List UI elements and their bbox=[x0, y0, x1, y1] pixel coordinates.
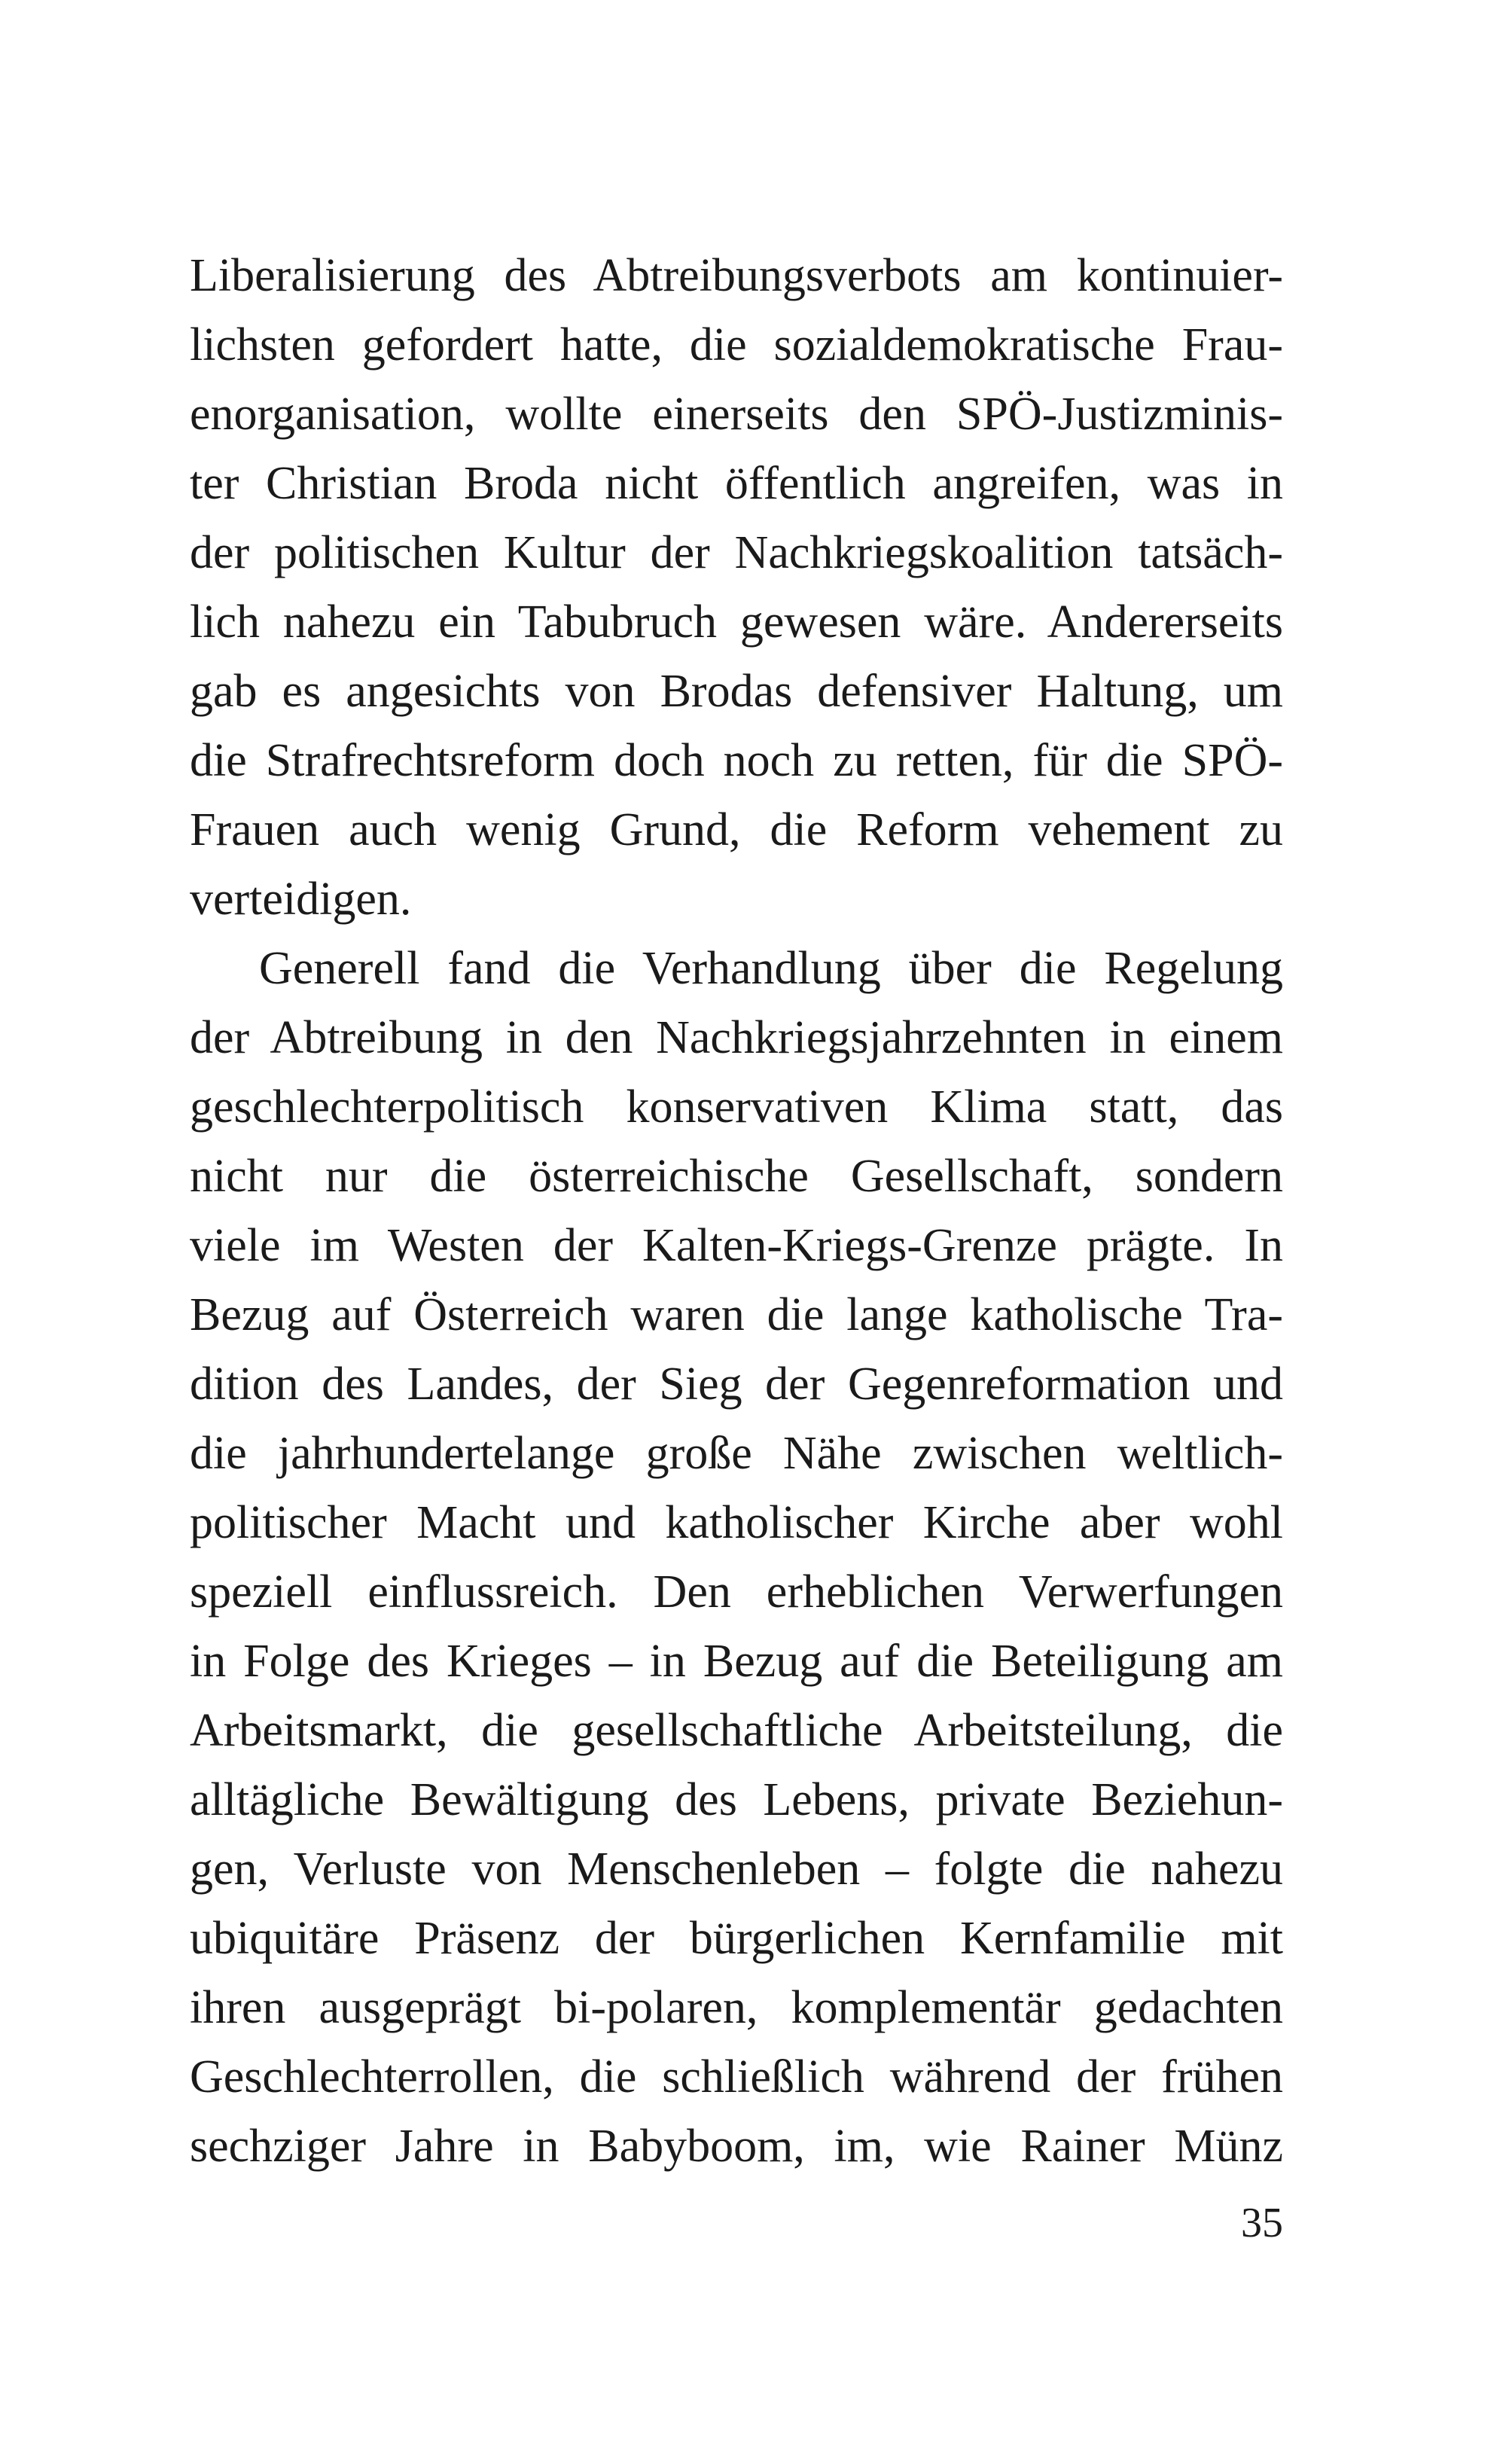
text-line: lichsten gefordert hatte, die sozialdemokratische Frau- bbox=[190, 319, 1283, 371]
text-line: ihren ausgeprägt bi-polaren, komplementär gedachten bbox=[190, 1982, 1283, 2033]
text-line: die Strafrechtsreform doch noch zu retten, für die SPÖ- bbox=[190, 735, 1283, 786]
paragraph bbox=[190, 934, 1283, 2181]
text-line: der Abtreibung in den Nachkriegsjahrzehnten in einem bbox=[190, 1012, 1283, 1063]
text-line: dition des Landes, der Sieg der Gegenreformation und bbox=[190, 1359, 1283, 1410]
text-line: enorganisation, wollte einerseits den SPÖ-Justizminis- bbox=[190, 389, 1283, 440]
text-line: gen, Verluste von Menschenleben – folgte die nahezu bbox=[190, 1843, 1283, 1895]
paragraph bbox=[190, 241, 1283, 934]
text-line: geschlechterpolitisch konservativen Klima statt, das bbox=[190, 1081, 1283, 1133]
text-line: Liberalisierung des Abtreibungsverbots am kontinuier- bbox=[190, 250, 1283, 301]
text-line: Generell fand die Verhandlung über die Regelung bbox=[259, 943, 1283, 994]
text-line: Frauen auch wenig Grund, die Reform vehement zu bbox=[190, 804, 1283, 855]
text-line: sechziger Jahre in Babyboom, im, wie Rainer Münz bbox=[190, 2121, 1283, 2172]
text-line: gab es angesichts von Brodas defensiver Haltung, um bbox=[190, 666, 1283, 717]
text-line: Bezug auf Österreich waren die lange katholische Tra- bbox=[190, 1289, 1283, 1340]
page-number: 35 bbox=[1241, 2200, 1283, 2246]
text-line: speziell einflussreich. Den erheblichen Verwerfungen bbox=[190, 1566, 1283, 1618]
text-line: politischer Macht und katholischer Kirche aber wohl bbox=[190, 1497, 1283, 1548]
text-line: ter Christian Broda nicht öffentlich angreifen, was in bbox=[190, 458, 1283, 509]
text-line: verteidigen. bbox=[190, 874, 412, 925]
text-line: der politischen Kultur der Nachkriegskoalition tatsäch- bbox=[190, 527, 1283, 578]
text-line: in Folge des Krieges – in Bezug auf die Beteiligung am bbox=[190, 1636, 1283, 1687]
text-line: Arbeitsmarkt, die gesellschaftliche Arbeitsteilung, die bbox=[190, 1705, 1283, 1756]
text-line: Geschlechterrollen, die schließlich während der frühen bbox=[190, 2051, 1283, 2103]
text-line: die jahrhundertelange große Nähe zwischen weltlich- bbox=[190, 1428, 1283, 1479]
text-line: alltägliche Bewältigung des Lebens, private Beziehun- bbox=[190, 1774, 1283, 1825]
text-line: ubiquitäre Präsenz der bürgerlichen Kernfamilie mit bbox=[190, 1913, 1283, 1964]
body-text bbox=[190, 241, 1283, 2181]
text-line: nicht nur die österreichische Gesellschaft, sondern bbox=[190, 1151, 1283, 1202]
text-line: viele im Westen der Kalten-Kriegs-Grenze prägte. In bbox=[190, 1220, 1283, 1271]
text-line: lich nahezu ein Tabubruch gewesen wäre. Andererseits bbox=[190, 596, 1283, 648]
